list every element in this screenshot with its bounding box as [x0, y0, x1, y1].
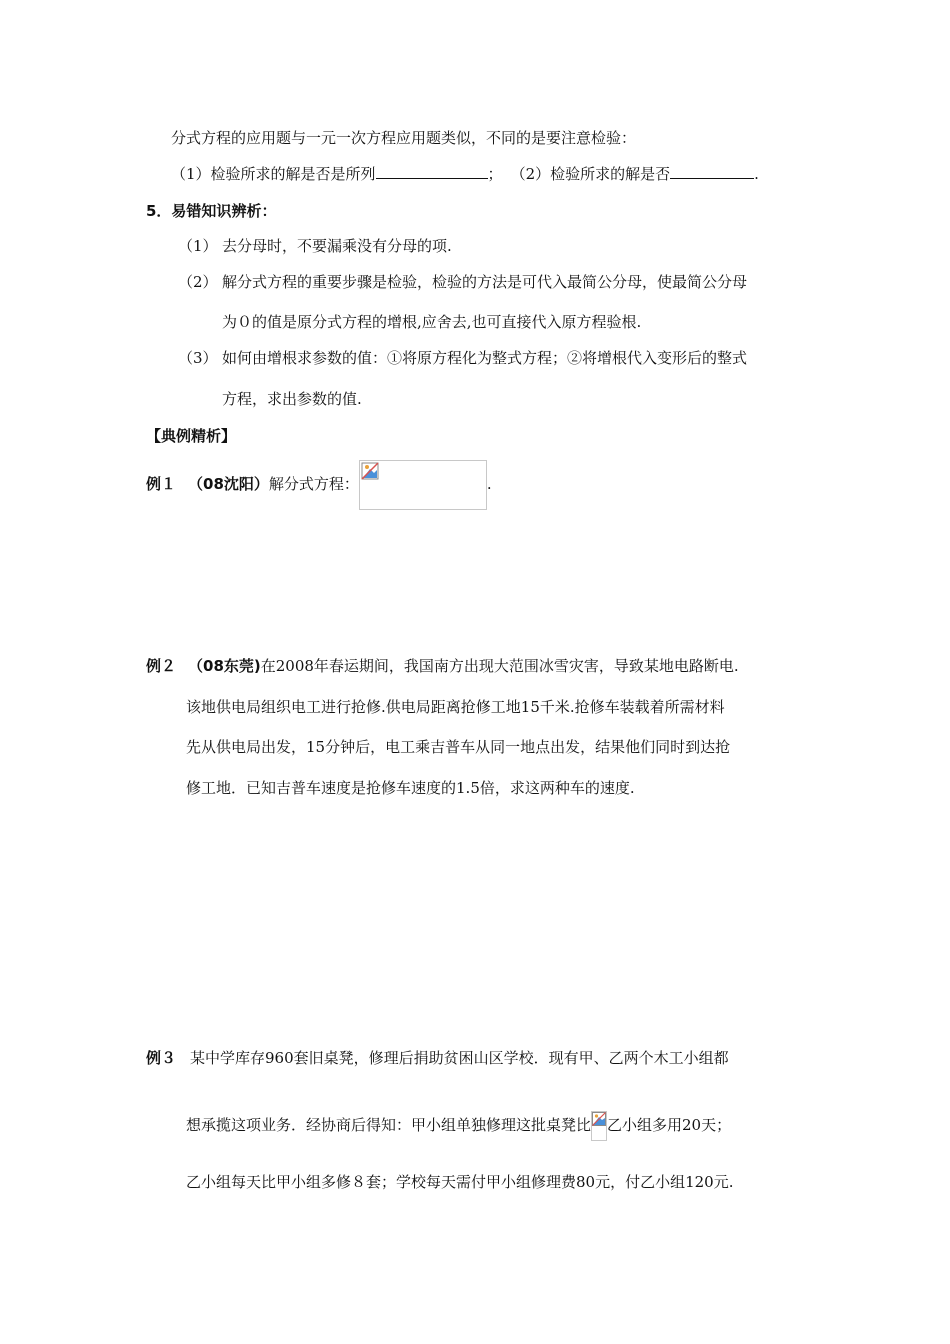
example2-source: （08东莞) [188, 657, 261, 675]
section5-item-1-text: 去分母时，不要漏乘没有分母的项. [222, 237, 452, 255]
example2-line2: 该地供电局组织电工进行抢修.供电局距离抢修工地15千米.抢修车装载着所需材料 [186, 698, 725, 716]
separator: ； [487, 165, 503, 183]
answer-blank-1[interactable] [376, 164, 488, 179]
example3-text-1: 某中学库存960套旧桌凳，修理后捐助贫困山区学校．现有甲、乙两个木工小组都 [190, 1049, 729, 1067]
example1 [146, 459, 492, 510]
example2-text-1: 在2008年春运期间，我国南方出现大范围冰雪灾害，导致某地电路断电. [260, 657, 739, 675]
section5-item-2-num: （2） [178, 273, 218, 291]
broken-image-icon [592, 1112, 606, 1126]
example1-end: . [486, 475, 492, 493]
section5-item-2-text-2: 为０的值是原分式方程的增根,应舍去,也可直接代入原方程验根. [222, 313, 642, 331]
inline-image [591, 1111, 607, 1141]
intro-text: 分式方程的应用题与一元一次方程应用题类似，不同的是要注意检验： [171, 129, 637, 147]
section5-item-3-text-2: 方程，求出参数的值. [222, 390, 362, 408]
check2-text: （2）检验所求的解是否 [510, 165, 671, 183]
equation-image [359, 460, 487, 510]
example1-source: （08沈阳） [188, 475, 269, 493]
example3-text-2b: 乙小组多用20天； [607, 1116, 732, 1134]
example2-line1 [146, 656, 739, 676]
section5-item-2-text-1: 解分式方程的重要步骤是检验，检验的方法是可代入最简公分母，使最简公分母 [222, 273, 748, 291]
example3-text-2a: 想承揽这项业务．经协商后得知：甲小组单独修理这批桌凳比 [186, 1116, 592, 1134]
example3-line1 [146, 1048, 729, 1068]
section5-title: 5．易错知识辨析： [146, 202, 277, 220]
section5-item-3-text-1: 如何由增根求参数的值：①将原方程化为整式方程；②将增根代入变形后的整式 [222, 349, 748, 367]
example3-line3: 乙小组每天比甲小组多修８套；学校每天需付甲小组修理费80元，付乙小组120元. [186, 1173, 734, 1191]
example2-line3: 先从供电局出发，15分钟后，电工乘吉普车从同一地点出发，结果他们同时到达抢 [186, 738, 731, 756]
example3-line2 [186, 1110, 731, 1141]
check-line [171, 164, 759, 184]
example1-label: 例１ [146, 475, 177, 493]
example1-text: 解分式方程： [268, 475, 359, 493]
answer-blank-2[interactable] [670, 164, 754, 179]
section5-item-3-num: （3） [178, 349, 218, 367]
example2-line4: 修工地．已知吉普车速度是抢修车速度的1.5倍，求这两种车的速度. [186, 779, 635, 797]
examples-heading: 【典例精析】 [146, 427, 237, 445]
example3-label: 例３ [146, 1049, 177, 1067]
section5-item-1-num: （1） [178, 237, 218, 255]
broken-image-icon [361, 462, 379, 480]
check1-text: （1）检验所求的解是否是所列 [171, 165, 376, 183]
check-end: . [754, 165, 759, 183]
example2-label: 例２ [146, 657, 177, 675]
